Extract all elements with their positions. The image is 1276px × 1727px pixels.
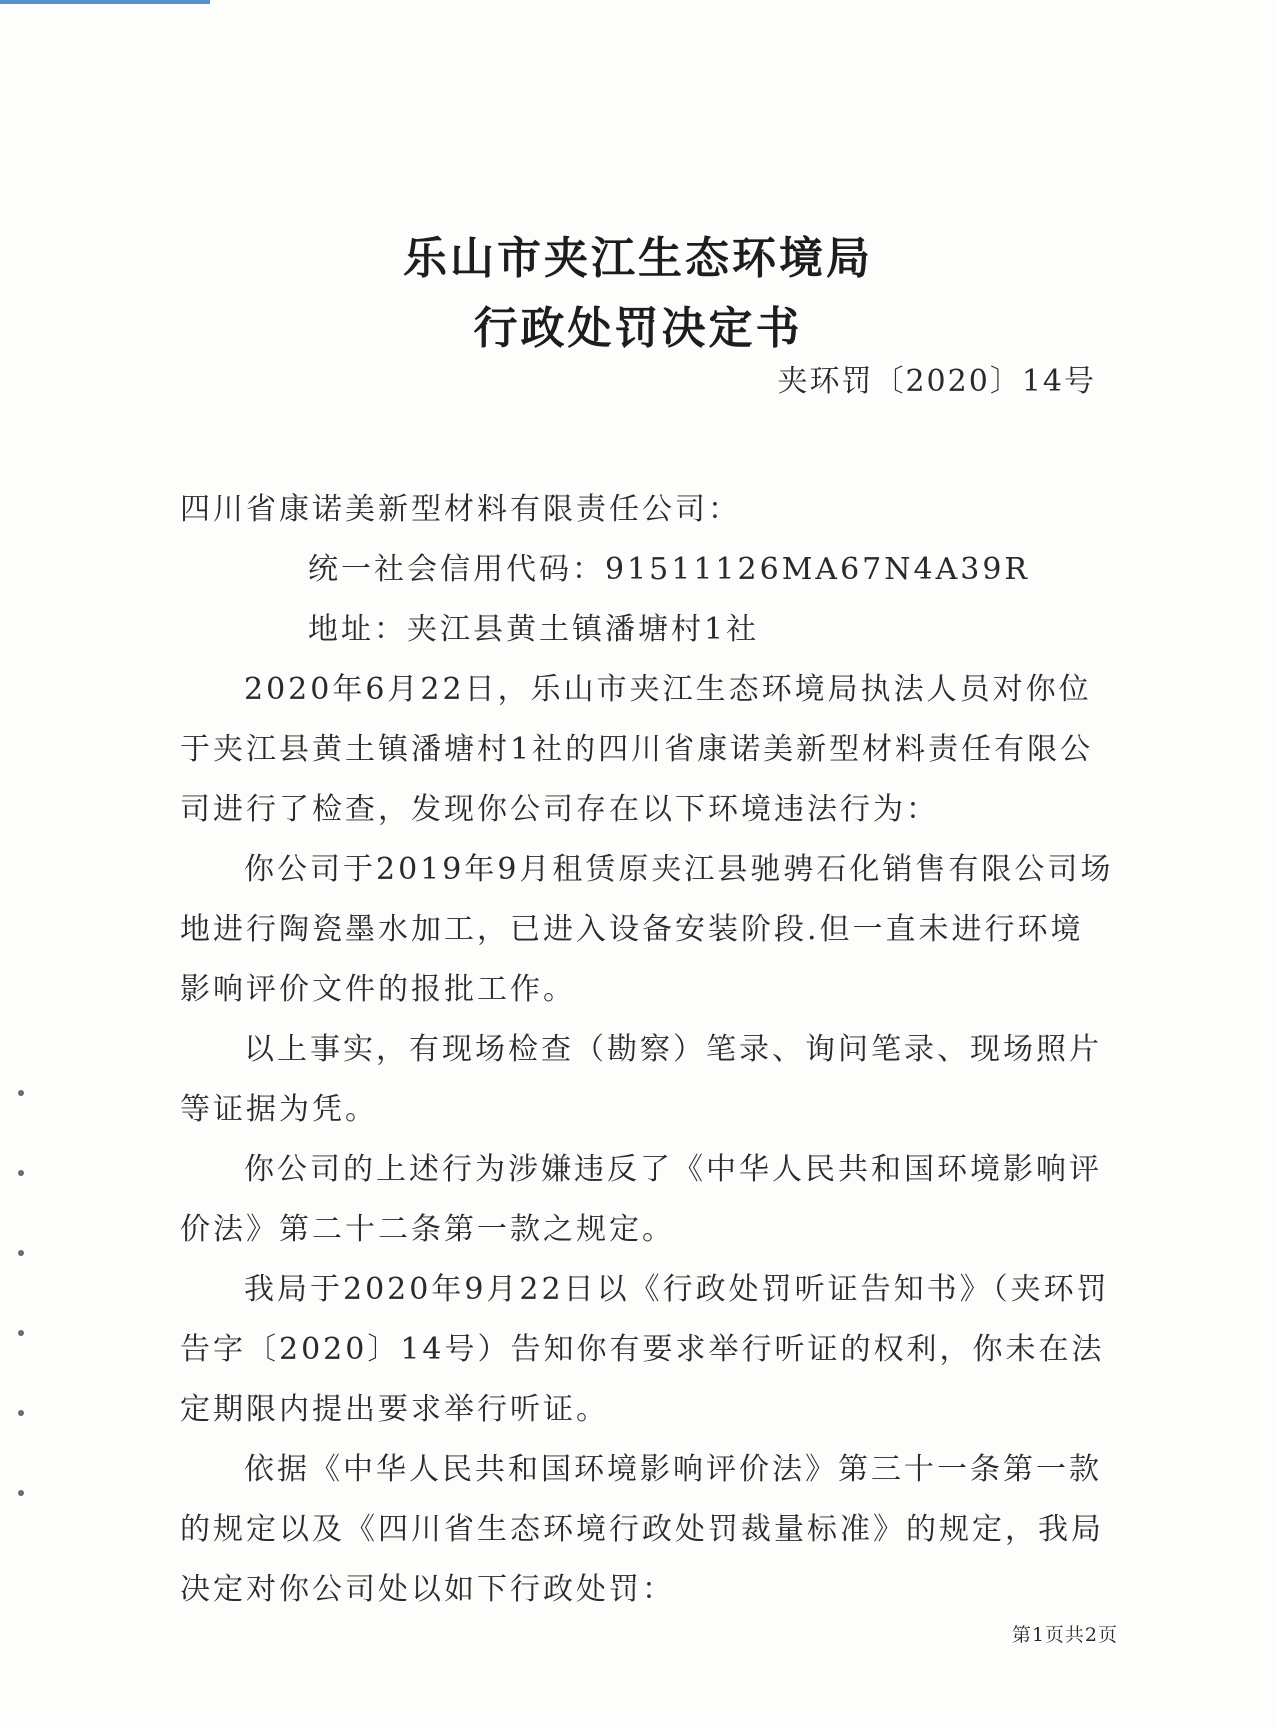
penalty-basis-paragraph: 依据《中华人民共和国环境影响评价法》第三十一条第一款的规定以及《四川省生态环境行政处罚裁量标准》的规定，我局决定对你公司处以如下行政处罚： bbox=[180, 1452, 1104, 1607]
document-number: 夹环罚〔2020〕14号 bbox=[777, 364, 1096, 399]
document-title-type: 行政处罚决定书 bbox=[473, 303, 803, 354]
credit-code-label: 统一社会信用代码： bbox=[308, 552, 605, 587]
legal-violation-paragraph: 你公司的上述行为涉嫌违反了《中华人民共和国环境影响评价法》第二十二条第一款之规定。 bbox=[180, 1152, 1102, 1247]
inspection-paragraph: 2020年6月22日，乐山市夹江生态环境局执法人员对你位于夹江县黄土镇潘塘村1社的四川省康诺美新型材料责任有限公司进行了检查，发现你公司存在以下环境违法行为： bbox=[180, 672, 1094, 827]
binding-mark bbox=[18, 1090, 24, 1096]
binding-hole-marks bbox=[14, 1090, 34, 1650]
binding-mark bbox=[18, 1330, 24, 1336]
credit-code-value: 91511126MA67N4A39R bbox=[605, 552, 1031, 587]
binding-mark bbox=[18, 1490, 24, 1496]
recipient-line: 四川省康诺美新型材料有限责任公司： bbox=[180, 492, 741, 527]
binding-mark bbox=[18, 1170, 24, 1176]
page-indicator: 第1页共2页 bbox=[1011, 1624, 1118, 1646]
address-label: 地址： bbox=[308, 612, 407, 647]
document-body bbox=[180, 480, 1115, 1620]
hearing-notice-paragraph: 我局于2020年9月22日以《行政处罚听证告知书》（夹环罚告字〔2020〕14号）告知你有要求举行听证的权利，你未在法定期限内提出要求举行听证。 bbox=[180, 1272, 1110, 1427]
binding-mark bbox=[18, 1410, 24, 1416]
evidence-paragraph: 以上事实，有现场检查（勘察）笔录、询问笔录、现场照片等证据为凭。 bbox=[180, 1032, 1102, 1127]
document-title-authority: 乐山市夹江生态环境局 bbox=[403, 233, 873, 284]
violation-paragraph: 你公司于2019年9月租赁原夹江县驰骋石化销售有限公司场地进行陶瓷墨水加工，已进入设备安装阶段.但一直未进行环境影响评价文件的报批工作。 bbox=[180, 852, 1114, 1007]
address-value: 夹江县黄土镇潘塘村1社 bbox=[407, 612, 760, 647]
credit-code-line bbox=[180, 540, 1115, 600]
binding-mark bbox=[18, 1250, 24, 1256]
address-line bbox=[180, 600, 1115, 660]
scan-edge-mark bbox=[0, 0, 210, 4]
